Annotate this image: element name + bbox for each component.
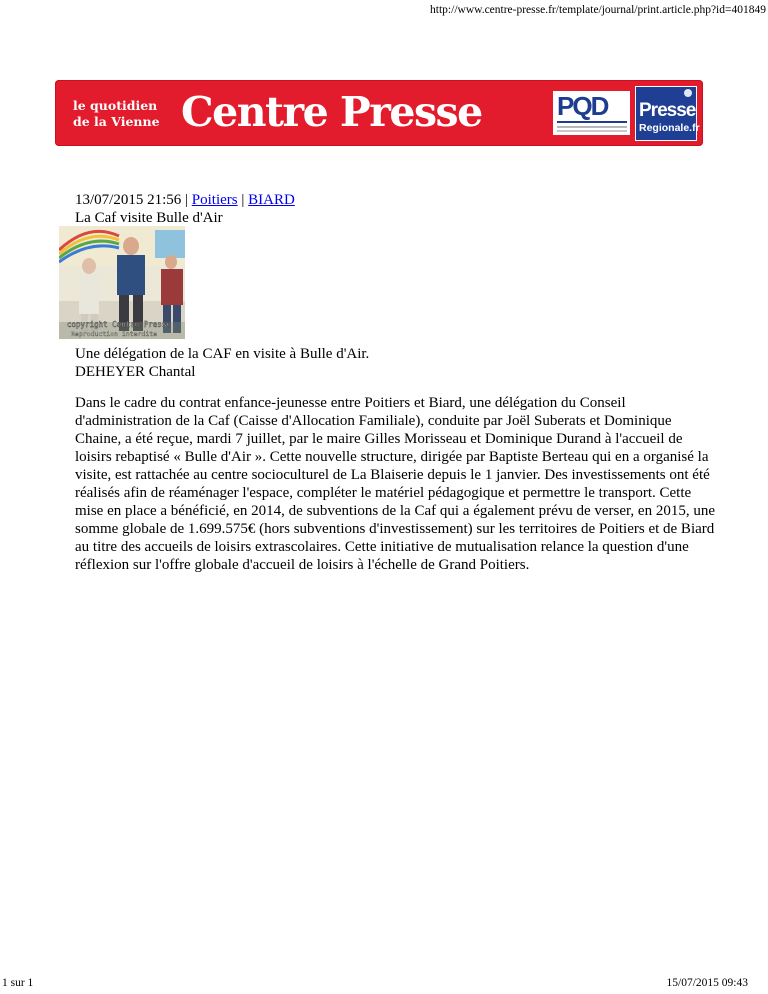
article-datetime: 13/07/2015 21:56 — [75, 192, 182, 208]
article-meta — [75, 191, 295, 209]
photo-illustration — [59, 226, 185, 339]
print-footer-datetime: 15/07/2015 09:43 — [666, 977, 748, 989]
pqd-logo-lines — [557, 121, 627, 123]
article-photo — [59, 226, 185, 339]
presse-regionale-logo — [635, 86, 700, 141]
category-link[interactable]: Poitiers — [191, 192, 238, 208]
photo-caption: Une délégation de la CAF en visite à Bulle d'Air. — [75, 346, 370, 362]
photo-watermark-line-1: copyright Centre Presse — [67, 320, 171, 329]
article-title: La Caf visite Bulle d'Air — [75, 210, 223, 226]
article-body: Dans le cadre du contrat enfance-jeunesse entre Poitiers et Biard, une délégation du Conseil d'administration de la Caf (Caisse d'Allocation Familiale), conduite par Joël Suberats et Dominique Chaine, a été reçue, mardi 7 juillet, par le maire Gilles Morisseau et Dominique Durand à l'accueil de loisirs rebaptisé « Bulle d'Air ». Cette nouvelle structure, dirigée par Baptiste Berteau qui en a organisé la visite, est rattachée au centre socioculturel de La Blaiserie depuis le 1 janvier. Des investissements ont été réalisés afin de réaménager l'espace, compléter le matériel pédagogique et permettre le transport. Cette mise en place a bénéficié, en 2014, de subventions de la Caf qui a également prévu de verser, en 2015, une somme globale de 1.699.575€ (hors subventions d'investissement) sur les territoires de Poitiers et de Biard au titre des accueils de loisirs extrascolaires. Cette initiative de mutualisation relance la question d'une réflexion sur l'offre globale d'accueil de loisirs à l'échelle de Grand Poitiers. — [75, 395, 715, 573]
location-link[interactable]: BIARD — [248, 192, 295, 208]
print-header-url: http://www.centre-presse.fr/template/journal/print.article.php?id=401849 — [430, 4, 766, 16]
meta-separator: | — [181, 192, 192, 208]
presse-regionale-sub: Regionale.fr — [639, 122, 700, 134]
print-footer-page: 1 sur 1 — [2, 977, 34, 989]
star-icon — [684, 89, 692, 97]
presse-regionale-main: Presse — [639, 100, 696, 121]
pqd-logo — [553, 91, 630, 135]
pqd-logo-text: PQD — [557, 91, 608, 121]
photo-watermark-line-2: Reproduction interdite — [71, 330, 158, 338]
newspaper-banner — [55, 80, 703, 146]
masthead-logo-text: Centre Presse — [181, 88, 482, 136]
tagline-line-1: le quotidien — [73, 98, 158, 113]
meta-separator: | — [237, 192, 249, 208]
tagline-line-2: de la Vienne — [73, 114, 160, 129]
banner-tagline — [73, 98, 160, 130]
article-author: DEHEYER Chantal — [75, 364, 196, 380]
